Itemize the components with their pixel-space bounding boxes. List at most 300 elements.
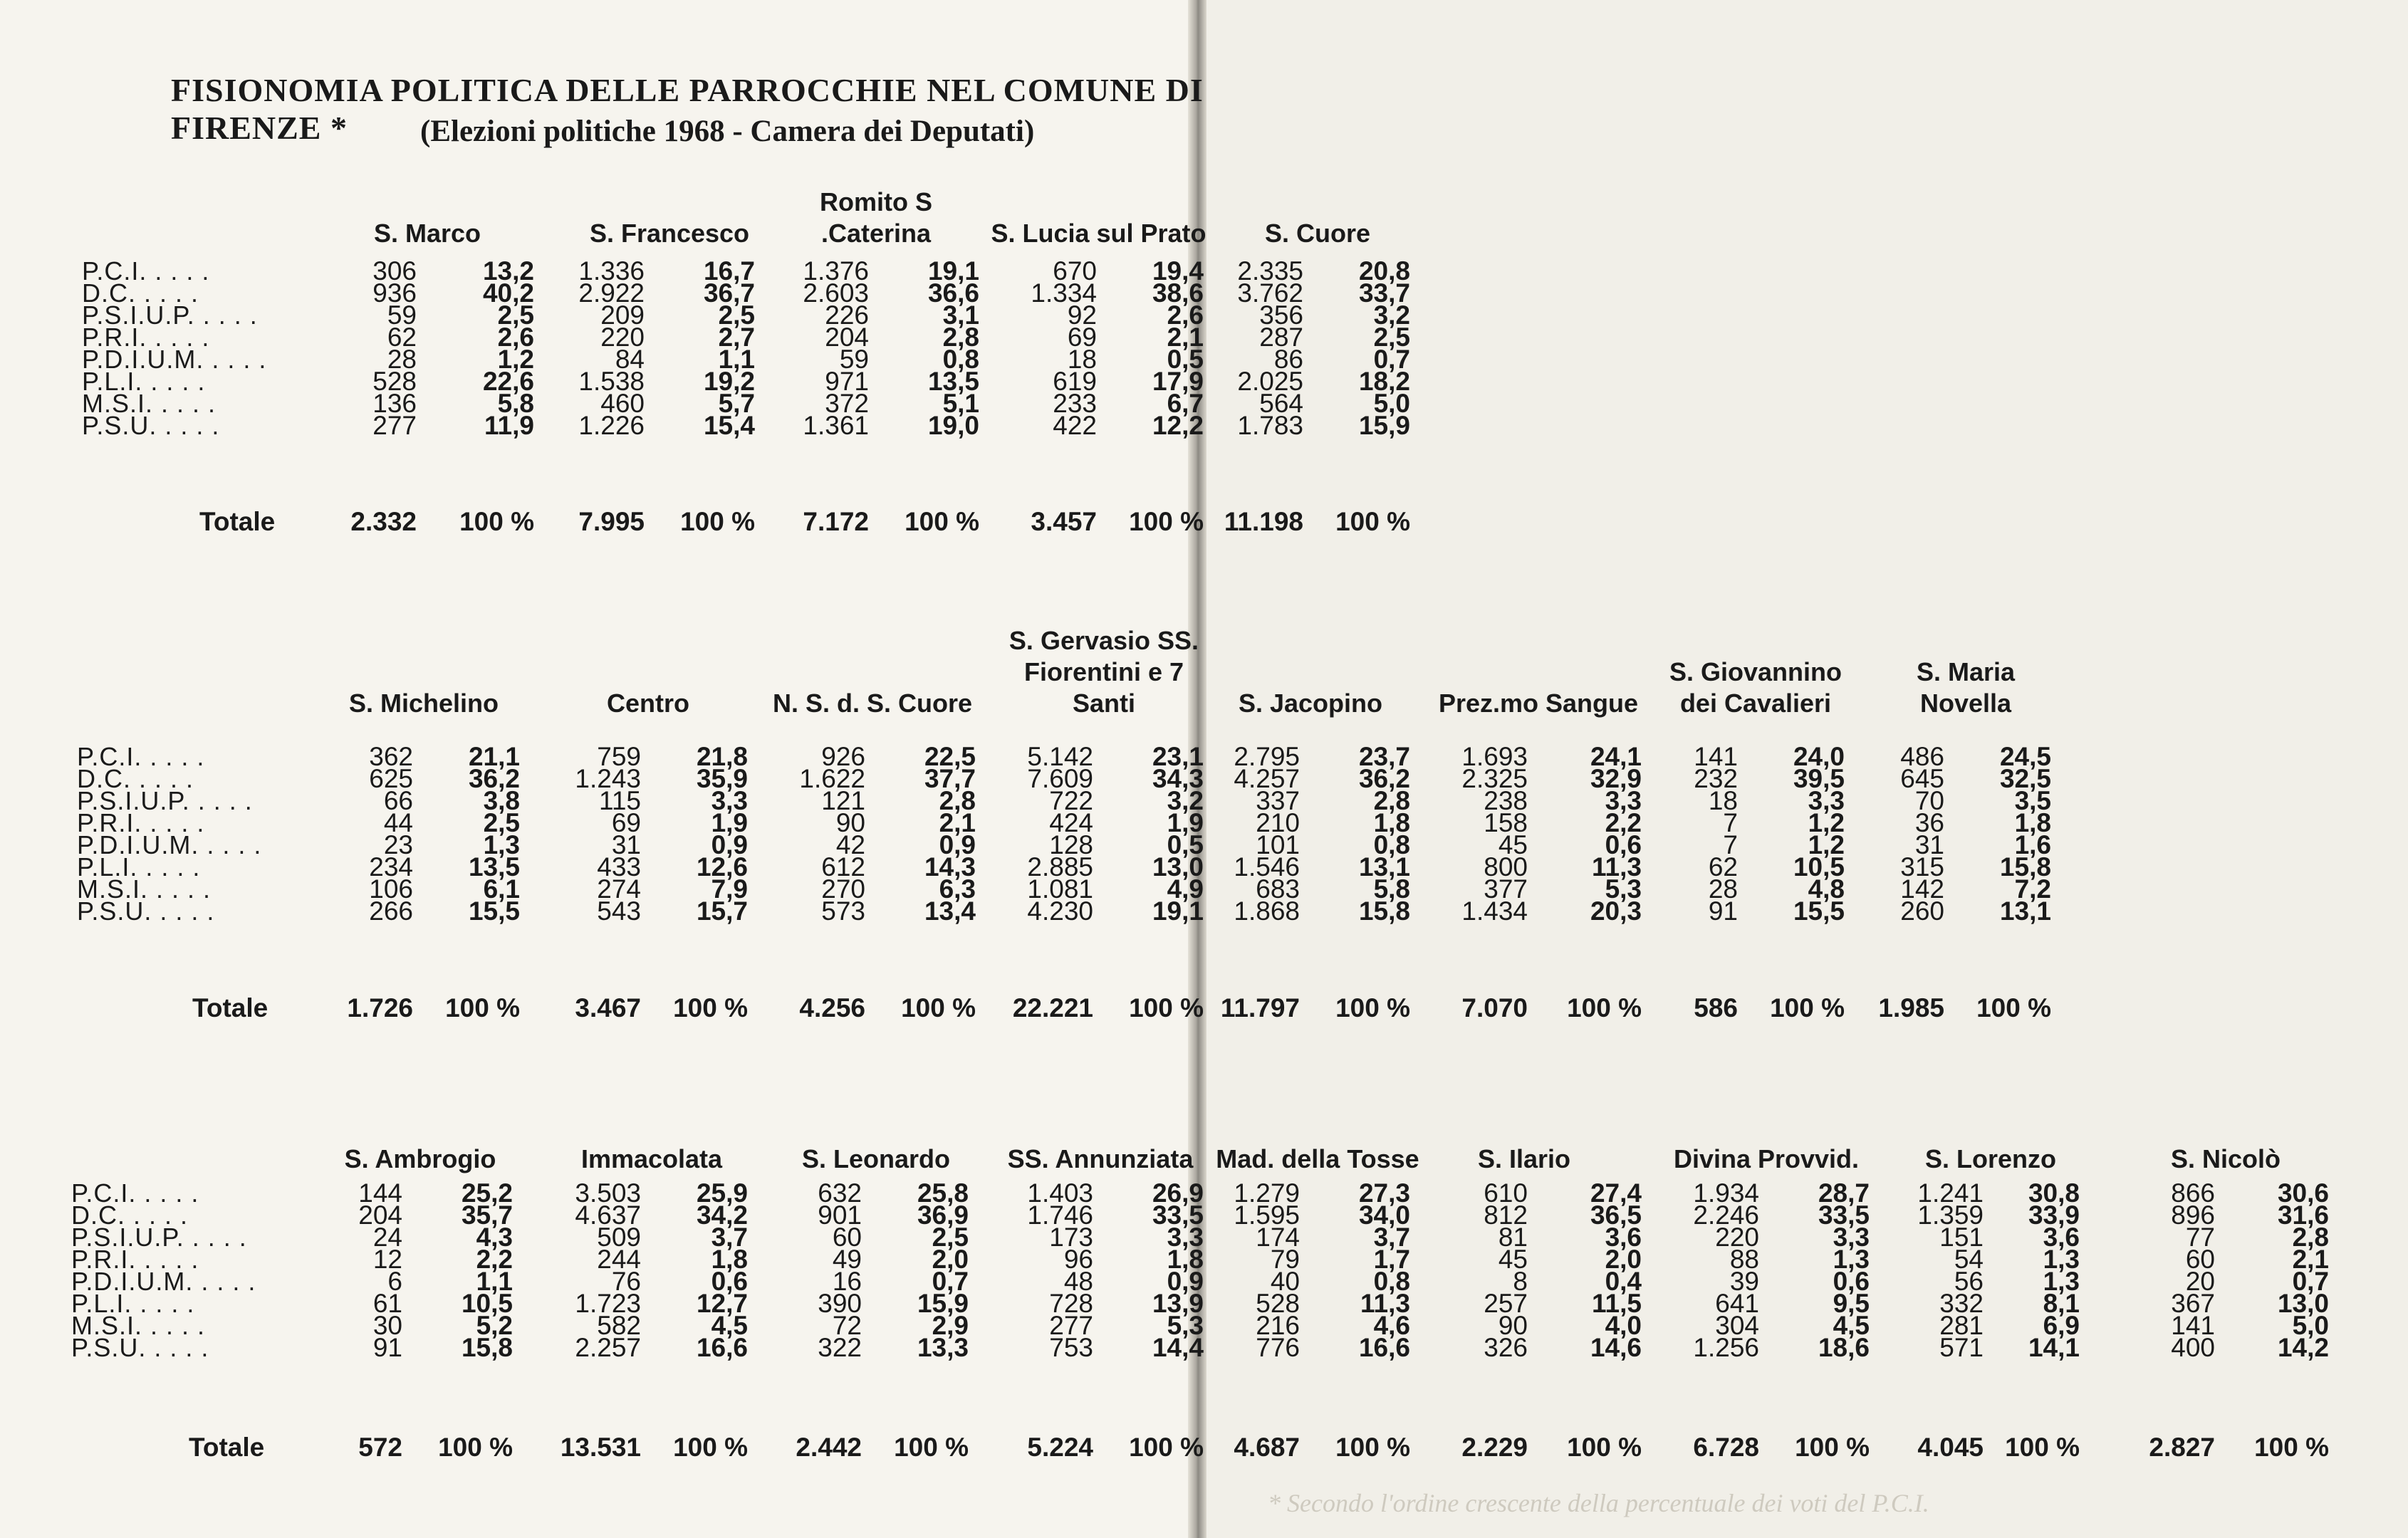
votes-cell: 2.246 — [1693, 1200, 1759, 1230]
votes-cell: 20 — [2185, 1267, 2215, 1296]
percent-cell: 0,5 — [1167, 830, 1204, 859]
total-percent: 100 % — [1567, 1433, 1642, 1462]
votes-cell: 582 — [597, 1311, 641, 1340]
votes-cell: 1.336 — [578, 256, 645, 286]
parish-header: S. Michelino — [348, 689, 499, 718]
votes-cell: 776 — [1256, 1333, 1300, 1362]
party-label: P.S.U. . . . . — [71, 1333, 209, 1362]
percent-cell: 0,7 — [932, 1267, 969, 1296]
total-percent: 100 % — [1335, 1433, 1410, 1462]
votes-cell: 18 — [1067, 345, 1097, 374]
votes-cell: 901 — [818, 1200, 862, 1230]
percent-cell: 1,2 — [1808, 808, 1845, 837]
percent-cell: 2,2 — [1605, 808, 1642, 837]
percent-cell: 19,2 — [703, 367, 755, 396]
percent-cell: 13,0 — [2277, 1289, 2329, 1318]
percent-cell: 1,3 — [1833, 1245, 1870, 1274]
percent-cell: 11,3 — [1592, 852, 1642, 882]
total-percent: 100 % — [1795, 1433, 1870, 1462]
votes-cell: 728 — [1049, 1289, 1093, 1318]
percent-cell: 18,6 — [1818, 1333, 1870, 1362]
percent-cell: 3,3 — [1605, 786, 1642, 815]
percent-cell: 0,9 — [939, 830, 976, 859]
votes-cell: 76 — [611, 1267, 641, 1296]
votes-cell: 322 — [818, 1333, 862, 1362]
party-label: P.L.I. . . . . — [77, 852, 201, 882]
total-votes: 6.728 — [1693, 1433, 1759, 1462]
votes-cell: 1.868 — [1234, 896, 1300, 926]
percent-cell: 7,9 — [711, 874, 748, 904]
percent-cell: 4,9 — [1167, 874, 1204, 904]
votes-cell: 641 — [1715, 1289, 1759, 1318]
percent-cell: 33,7 — [1358, 278, 1410, 308]
percent-cell: 38,6 — [1152, 278, 1204, 308]
votes-cell: 72 — [832, 1311, 862, 1340]
votes-cell: 266 — [369, 896, 413, 926]
percent-cell: 0,8 — [942, 345, 979, 374]
percent-cell: 16,7 — [703, 256, 755, 286]
percent-cell: 1,2 — [1808, 830, 1845, 859]
votes-cell: 92 — [1067, 300, 1097, 330]
votes-cell: 18 — [1708, 786, 1738, 815]
percent-cell: 2,6 — [1167, 300, 1204, 330]
percent-cell: 4,6 — [1373, 1311, 1410, 1340]
parish-header: Mad. della Tosse — [1216, 1144, 1419, 1173]
votes-cell: 528 — [372, 367, 417, 396]
votes-cell: 257 — [1484, 1289, 1528, 1318]
votes-cell: 1.783 — [1237, 411, 1303, 440]
votes-cell: 337 — [1256, 786, 1300, 815]
votes-cell: 56 — [1954, 1267, 1984, 1296]
votes-cell: 7 — [1723, 830, 1738, 859]
percent-cell: 19,1 — [1152, 896, 1204, 926]
votes-cell: 5.142 — [1027, 742, 1093, 771]
percent-cell: 30,6 — [2277, 1178, 2329, 1208]
total-percent: 100 % — [673, 993, 748, 1022]
votes-cell: 28 — [387, 345, 417, 374]
party-label: M.S.I. . . . . — [71, 1311, 206, 1340]
votes-cell: 2.795 — [1234, 742, 1300, 771]
percent-cell: 15,5 — [468, 896, 520, 926]
percent-cell: 0,4 — [1605, 1267, 1642, 1296]
percent-cell: 2,6 — [497, 323, 534, 352]
votes-cell: 1.723 — [575, 1289, 641, 1318]
percent-cell: 36,2 — [1358, 764, 1410, 793]
percent-cell: 2,5 — [932, 1223, 969, 1252]
votes-cell: 141 — [1694, 742, 1738, 771]
parish-header: S. Marco — [373, 219, 481, 248]
percent-cell: 25,8 — [917, 1178, 969, 1208]
votes-cell: 173 — [1049, 1223, 1093, 1252]
parish-header: S. Lorenzo — [1924, 1144, 2056, 1173]
votes-cell: 543 — [597, 896, 641, 926]
percent-cell: 5,0 — [1373, 389, 1410, 418]
votes-cell: 800 — [1484, 852, 1528, 882]
total-percent: 100 % — [1567, 993, 1642, 1022]
percent-cell: 15,8 — [1999, 852, 2051, 882]
votes-cell: 1.403 — [1027, 1178, 1093, 1208]
votes-cell: 625 — [369, 764, 413, 793]
votes-cell: 141 — [2171, 1311, 2215, 1340]
percent-cell: 1,3 — [2043, 1245, 2080, 1274]
votes-cell: 232 — [1694, 764, 1738, 793]
votes-cell: 424 — [1049, 808, 1093, 837]
votes-cell: 1.746 — [1027, 1200, 1093, 1230]
percent-cell: 23,1 — [1152, 742, 1204, 771]
percent-cell: 24,0 — [1793, 742, 1845, 771]
percent-cell: 12,7 — [696, 1289, 748, 1318]
parish-header: N. S. d. S. Cuore — [772, 689, 973, 718]
percent-cell: 5,3 — [1605, 874, 1642, 904]
percent-cell: 6,1 — [483, 874, 520, 904]
percent-cell: 36,9 — [917, 1200, 969, 1230]
parish-header: Centro — [607, 689, 689, 718]
votes-cell: 91 — [1708, 896, 1738, 926]
parish-header: Immacolata — [580, 1144, 723, 1173]
votes-cell: 220 — [600, 323, 645, 352]
percent-cell: 13,5 — [468, 852, 520, 882]
votes-cell: 1.595 — [1234, 1200, 1300, 1230]
percent-cell: 1,6 — [2014, 830, 2051, 859]
votes-cell: 367 — [2171, 1289, 2215, 1318]
percent-cell: 3,8 — [483, 786, 520, 815]
percent-cell: 19,4 — [1152, 256, 1204, 286]
percent-cell: 13,1 — [1999, 896, 2051, 926]
party-label: M.S.I. . . . . — [77, 874, 212, 904]
votes-cell: 1.256 — [1693, 1333, 1759, 1362]
votes-cell: 486 — [1900, 742, 1944, 771]
percent-cell: 2,8 — [942, 323, 979, 352]
votes-cell: 304 — [1715, 1311, 1759, 1340]
percent-cell: 1,8 — [2014, 808, 2051, 837]
percent-cell: 34,0 — [1358, 1200, 1410, 1230]
percent-cell: 4,5 — [711, 1311, 748, 1340]
votes-cell: 220 — [1715, 1223, 1759, 1252]
votes-cell: 1.538 — [578, 367, 645, 396]
percent-cell: 10,5 — [461, 1289, 513, 1318]
total-percent: 100 % — [1335, 993, 1410, 1022]
parish-header: S. Ilario — [1477, 1144, 1571, 1173]
percent-cell: 34,2 — [696, 1200, 748, 1230]
percent-cell: 12,6 — [696, 852, 748, 882]
percent-cell: 2,9 — [932, 1311, 969, 1340]
percent-cell: 4,0 — [1605, 1311, 1642, 1340]
party-label: M.S.I. . . . . — [82, 389, 217, 418]
percent-cell: 2,1 — [2292, 1245, 2329, 1274]
percent-cell: 14,1 — [2028, 1333, 2080, 1362]
votes-cell: 234 — [369, 852, 413, 882]
percent-cell: 40,2 — [482, 278, 534, 308]
percent-cell: 1,9 — [1167, 808, 1204, 837]
percent-cell: 2,8 — [1373, 786, 1410, 815]
votes-cell: 390 — [818, 1289, 862, 1318]
votes-cell: 233 — [1053, 389, 1097, 418]
votes-cell: 69 — [1067, 323, 1097, 352]
votes-cell: 2.922 — [578, 278, 645, 308]
votes-cell: 332 — [1939, 1289, 1984, 1318]
percent-cell: 14,2 — [2277, 1333, 2329, 1362]
votes-cell: 69 — [611, 808, 641, 837]
footnote: * Secondo l'ordine crescente della percentuale dei voti del P.C.I. — [1268, 1489, 1929, 1517]
total-votes: 7.995 — [578, 507, 645, 536]
total-percent: 100 % — [1129, 507, 1204, 536]
party-label: P.R.I. . . . . — [77, 808, 205, 837]
votes-cell: 90 — [1498, 1311, 1528, 1340]
parish-header: Romito S .Caterina — [820, 187, 932, 248]
votes-cell: 128 — [1049, 830, 1093, 859]
votes-cell: 115 — [599, 786, 641, 815]
votes-cell: 70 — [1914, 786, 1944, 815]
total-percent: 100 % — [438, 1433, 513, 1462]
percent-cell: 2,5 — [1373, 323, 1410, 352]
percent-cell: 0,6 — [1605, 830, 1642, 859]
percent-cell: 11,3 — [1360, 1289, 1410, 1318]
votes-cell: 356 — [1259, 300, 1303, 330]
total-votes: 5.224 — [1027, 1433, 1093, 1462]
percent-cell: 1,9 — [711, 808, 748, 837]
votes-cell: 60 — [2185, 1245, 2215, 1274]
percent-cell: 0,9 — [1167, 1267, 1204, 1296]
votes-cell: 238 — [1484, 786, 1528, 815]
percent-cell: 9,5 — [1833, 1289, 1870, 1318]
percent-cell: 39,5 — [1793, 764, 1845, 793]
party-label: P.R.I. . . . . — [71, 1245, 199, 1274]
votes-cell: 31 — [1914, 830, 1944, 859]
votes-cell: 62 — [387, 323, 417, 352]
votes-cell: 377 — [1484, 874, 1528, 904]
votes-cell: 4.230 — [1027, 896, 1093, 926]
total-votes: 11.797 — [1220, 993, 1300, 1022]
votes-cell: 7 — [1723, 808, 1738, 837]
votes-cell: 101 — [1256, 830, 1300, 859]
percent-cell: 0,8 — [1373, 1267, 1410, 1296]
votes-cell: 61 — [372, 1289, 402, 1318]
party-label: D.C. . . . . — [71, 1200, 189, 1230]
votes-cell: 226 — [825, 300, 869, 330]
party-label: P.S.U. . . . . — [82, 411, 220, 440]
percent-cell: 13,3 — [917, 1333, 969, 1362]
percent-cell: 4,3 — [476, 1223, 513, 1252]
parish-header: S. Lucia sul Prato — [991, 219, 1206, 248]
votes-cell: 422 — [1053, 411, 1097, 440]
votes-cell: 1.361 — [803, 411, 869, 440]
party-label: P.D.I.U.M. . . . . — [77, 830, 262, 859]
votes-cell: 144 — [358, 1178, 402, 1208]
percent-cell: 20,8 — [1358, 256, 1410, 286]
percent-cell: 2,1 — [939, 808, 976, 837]
votes-cell: 2.885 — [1027, 852, 1093, 882]
percent-cell: 2,8 — [2292, 1223, 2329, 1252]
percent-cell: 2,0 — [932, 1245, 969, 1274]
votes-cell: 400 — [2171, 1333, 2215, 1362]
votes-cell: 722 — [1049, 786, 1093, 815]
party-label: P.C.I. . . . . — [82, 256, 210, 286]
percent-cell: 10,5 — [1793, 852, 1845, 882]
parish-header: S. Giovannino dei Cavalieri — [1669, 657, 1842, 718]
percent-cell: 18,2 — [1358, 367, 1410, 396]
percent-cell: 32,9 — [1590, 764, 1642, 793]
percent-cell: 3,3 — [711, 786, 748, 815]
votes-cell: 1.241 — [1917, 1178, 1984, 1208]
votes-cell: 1.622 — [799, 764, 865, 793]
total-percent: 100 % — [673, 1433, 748, 1462]
percent-cell: 3,2 — [1373, 300, 1410, 330]
percent-cell: 15,8 — [461, 1333, 513, 1362]
votes-cell: 90 — [835, 808, 865, 837]
votes-cell: 49 — [832, 1245, 862, 1274]
percent-cell: 5,1 — [942, 389, 979, 418]
percent-cell: 1,1 — [476, 1267, 513, 1296]
party-label: D.C. . . . . — [82, 278, 199, 308]
percent-cell: 1,3 — [2043, 1267, 2080, 1296]
party-label: P.S.U. . . . . — [77, 896, 215, 926]
percent-cell: 2,5 — [718, 300, 755, 330]
votes-cell: 4.257 — [1234, 764, 1300, 793]
total-percent: 100 % — [2005, 1433, 2080, 1462]
votes-cell: 1.226 — [578, 411, 645, 440]
percent-cell: 0,5 — [1167, 345, 1204, 374]
votes-cell: 866 — [2171, 1178, 2215, 1208]
votes-cell: 77 — [2185, 1223, 2215, 1252]
percent-cell: 36,2 — [468, 764, 520, 793]
percent-cell: 23,7 — [1358, 742, 1410, 771]
percent-cell: 15,4 — [703, 411, 755, 440]
percent-cell: 24,1 — [1590, 742, 1642, 771]
percent-cell: 17,9 — [1152, 367, 1204, 396]
parish-header: S. Gervasio SS. Fiorentini e 7 Santi — [1008, 626, 1199, 718]
percent-cell: 15,9 — [1358, 411, 1410, 440]
percent-cell: 13,4 — [924, 896, 976, 926]
percent-cell: 2,5 — [497, 300, 534, 330]
votes-cell: 670 — [1053, 256, 1097, 286]
percent-cell: 3,3 — [1167, 1223, 1204, 1252]
percent-cell: 16,6 — [1358, 1333, 1410, 1362]
total-votes: 572 — [358, 1433, 402, 1462]
percent-cell: 27,4 — [1590, 1178, 1642, 1208]
parish-header: S. Jacopino — [1238, 689, 1383, 718]
percent-cell: 2,8 — [939, 786, 976, 815]
percent-cell: 30,8 — [2028, 1178, 2080, 1208]
votes-cell: 136 — [372, 389, 417, 418]
votes-cell: 45 — [1498, 830, 1528, 859]
votes-cell: 66 — [383, 786, 413, 815]
votes-cell: 12 — [372, 1245, 402, 1274]
total-percent: 100 % — [905, 507, 979, 536]
percent-cell: 22,6 — [482, 367, 534, 396]
votes-cell: 632 — [818, 1178, 862, 1208]
percent-cell: 33,5 — [1818, 1200, 1870, 1230]
total-votes: 3.467 — [575, 993, 641, 1022]
percent-cell: 15,7 — [696, 896, 748, 926]
votes-cell: 60 — [832, 1223, 862, 1252]
votes-cell: 40 — [1270, 1267, 1300, 1296]
percent-cell: 33,9 — [2028, 1200, 2080, 1230]
party-label: P.C.I. . . . . — [77, 742, 205, 771]
total-votes: 2.229 — [1461, 1433, 1528, 1462]
percent-cell: 4,5 — [1833, 1311, 1870, 1340]
votes-cell: 287 — [1259, 323, 1303, 352]
percent-cell: 3,3 — [1808, 786, 1845, 815]
total-percent: 100 % — [1770, 993, 1845, 1022]
percent-cell: 14,6 — [1590, 1333, 1642, 1362]
percent-cell: 13,5 — [927, 367, 979, 396]
total-votes: 13.531 — [560, 1433, 641, 1462]
votes-cell: 326 — [1484, 1333, 1528, 1362]
votes-cell: 936 — [372, 278, 417, 308]
votes-cell: 315 — [1900, 852, 1944, 882]
percent-cell: 24,5 — [1999, 742, 2051, 771]
votes-cell: 1.546 — [1234, 852, 1300, 882]
percent-cell: 0,7 — [2292, 1267, 2329, 1296]
votes-cell: 926 — [821, 742, 865, 771]
percent-cell: 16,6 — [696, 1333, 748, 1362]
votes-cell: 59 — [839, 345, 869, 374]
percent-cell: 31,6 — [2277, 1200, 2329, 1230]
votes-cell: 244 — [597, 1245, 641, 1274]
votes-cell: 3.503 — [575, 1178, 641, 1208]
percent-cell: 11,5 — [1592, 1289, 1642, 1318]
votes-cell: 158 — [1484, 808, 1528, 837]
votes-cell: 86 — [1273, 345, 1303, 374]
percent-cell: 37,7 — [924, 764, 976, 793]
votes-cell: 277 — [1049, 1311, 1093, 1340]
percent-cell: 25,2 — [461, 1178, 513, 1208]
percent-cell: 12,2 — [1152, 411, 1204, 440]
total-percent: 100 % — [894, 1433, 969, 1462]
votes-cell: 1.334 — [1031, 278, 1097, 308]
parish-header: Divina Provvid. — [1673, 1144, 1860, 1173]
votes-cell: 812 — [1484, 1200, 1528, 1230]
votes-cell: 2.603 — [803, 278, 869, 308]
percent-cell: 5,8 — [1373, 874, 1410, 904]
percent-cell: 5,0 — [2292, 1311, 2329, 1340]
percent-cell: 6,9 — [2043, 1311, 2080, 1340]
votes-cell: 564 — [1259, 389, 1303, 418]
total-votes: 4.687 — [1234, 1433, 1300, 1462]
votes-cell: 62 — [1708, 852, 1738, 882]
votes-cell: 1.376 — [803, 256, 869, 286]
percent-cell: 1,7 — [1373, 1245, 1410, 1274]
total-percent: 100 % — [680, 507, 755, 536]
total-percent: 100 % — [1335, 507, 1410, 536]
votes-cell: 54 — [1954, 1245, 1984, 1274]
party-label: P.D.I.U.M. . . . . — [71, 1267, 256, 1296]
votes-cell: 204 — [358, 1200, 402, 1230]
votes-cell: 151 — [1939, 1223, 1984, 1252]
votes-cell: 372 — [825, 389, 869, 418]
percent-cell: 28,7 — [1818, 1178, 1870, 1208]
votes-cell: 270 — [821, 874, 865, 904]
percent-cell: 6,7 — [1167, 389, 1204, 418]
total-votes: 2.442 — [796, 1433, 862, 1462]
total-percent: 100 % — [1976, 993, 2051, 1022]
votes-cell: 1.693 — [1461, 742, 1528, 771]
votes-cell: 274 — [597, 874, 641, 904]
parish-header: Prez.mo Sangue — [1438, 689, 1639, 718]
percent-cell: 5,2 — [476, 1311, 513, 1340]
votes-cell: 509 — [597, 1223, 641, 1252]
percent-cell: 19,1 — [927, 256, 979, 286]
percent-cell: 0,6 — [1833, 1267, 1870, 1296]
votes-cell: 81 — [1498, 1223, 1528, 1252]
total-percent: 100 % — [901, 993, 976, 1022]
votes-cell: 260 — [1900, 896, 1944, 926]
percent-cell: 5,7 — [718, 389, 755, 418]
votes-cell: 1.359 — [1917, 1200, 1984, 1230]
votes-cell: 971 — [825, 367, 869, 396]
votes-cell: 88 — [1729, 1245, 1759, 1274]
percent-cell: 14,4 — [1152, 1333, 1204, 1362]
